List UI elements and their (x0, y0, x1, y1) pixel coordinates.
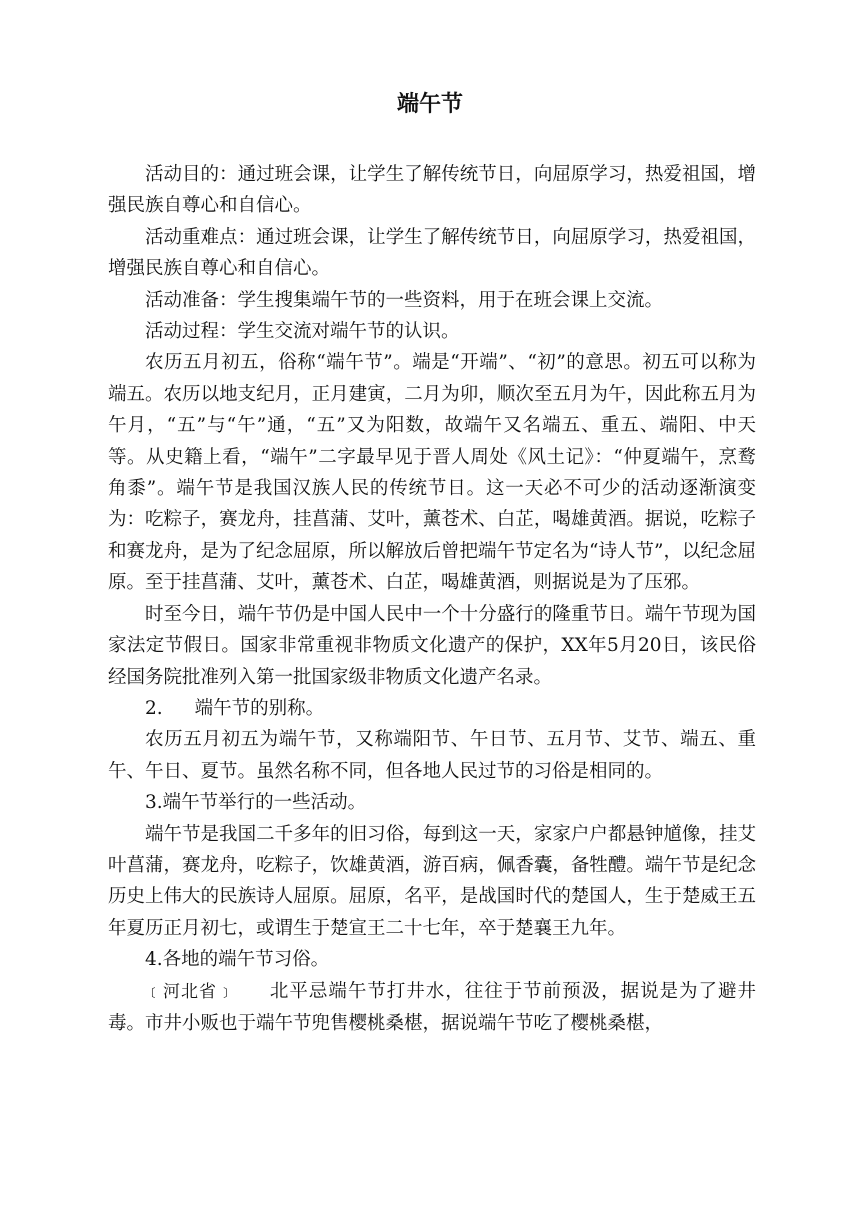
paragraph-activity-preparation: 活动准备：学生搜集端午节的一些资料，用于在班会课上交流。 (145, 289, 664, 311)
document-body (108, 159, 756, 1039)
section-heading-alias (108, 693, 756, 724)
region-text: 北平忌端午节打井水，往往于节前预汲，据说是为了避井毒。市井小贩也于端午节兜售樱桃桑椹，据说端午节吃了樱桃桑椹， (108, 980, 756, 1034)
paragraph-activity-goal: 活动目的：通过班会课，让学生了解传统节日，向屈原学习，热爱祖国，增强民族自尊心和自信心。 (108, 164, 756, 217)
section-heading-text: 端午节的别称。 (194, 697, 325, 719)
paragraph-festival-activities: 端午节是我国二千多年的旧习俗，每到这一天，家家户户都悬钟馗像，挂艾叶菖蒲，赛龙舟，吃粽子，饮雄黄酒，游百病，佩香囊，备牲醴。端午节是纪念历史上伟大的民族诗人屈原。屈原，名平，是战国时代的楚国人，生于楚威王五年夏历正月初七，或谓生于楚宣王二十七年，卒于楚襄王九年。 (108, 823, 756, 939)
section-heading-regional-customs: 4.各地的端午节习俗。 (145, 949, 330, 971)
section-heading-activities: 3.端午节举行的一些活动。 (145, 792, 367, 814)
paragraph-festival-origin: 农历五月初五，俗称“端午节”。端是“开端”、“初”的意思。初五可以称为端五。农历以地支纪月，正月建寅，二月为卯，顺次至五月为午，因此称五月为午月，“五”与“午”通，“五”又为阳数，故端午又名端五、重五、端阳、中天等。从史籍上看，“端午”二字最早见于晋人周处《风土记》：“仲夏端午，烹鹜角黍”。端午节是我国汉族人民的传统节日。这一天必不可少的活动逐渐演变为：吃粽子，赛龙舟，挂菖蒲、艾叶，薰苍术、白芷，喝雄黄酒。据说，吃粽子和赛龙舟，是为了纪念屈原，所以解放后曾把端午节定名为“诗人节”，以纪念屈原。至于挂菖蒲、艾叶，薰苍术、白芷，喝雄黄酒，则据说是为了压邪。 (108, 352, 756, 594)
paragraph-activity-process: 活动过程：学生交流对端午节的认识。 (145, 321, 460, 343)
paragraph-festival-aliases: 农历五月初五为端午节，又称端阳节、午日节、五月节、艾节、端五、重午、午日、夏节。虽然名称不同，但各地人民过节的习俗是相同的。 (108, 729, 756, 782)
paragraph-festival-today: 时至今日，端午节仍是中国人民中一个十分盛行的隆重节日。端午节现为国家法定节假日。国家非常重视非物质文化遗产的保护，XX年5月20日，该民俗经国务院批准列入第一批国家级非物质文化遗产名录。 (108, 603, 756, 688)
region-label: ﹝河北省﹞ (145, 981, 235, 1002)
paragraph-hebei-customs (108, 976, 756, 1040)
section-number: 2. (145, 697, 163, 719)
paragraph-activity-key-points: 活动重难点：通过班会课，让学生了解传统节日，向屈原学习，热爱祖国，增强民族自尊心和自信心。 (108, 226, 756, 280)
document-title: 端午节 (396, 91, 463, 117)
